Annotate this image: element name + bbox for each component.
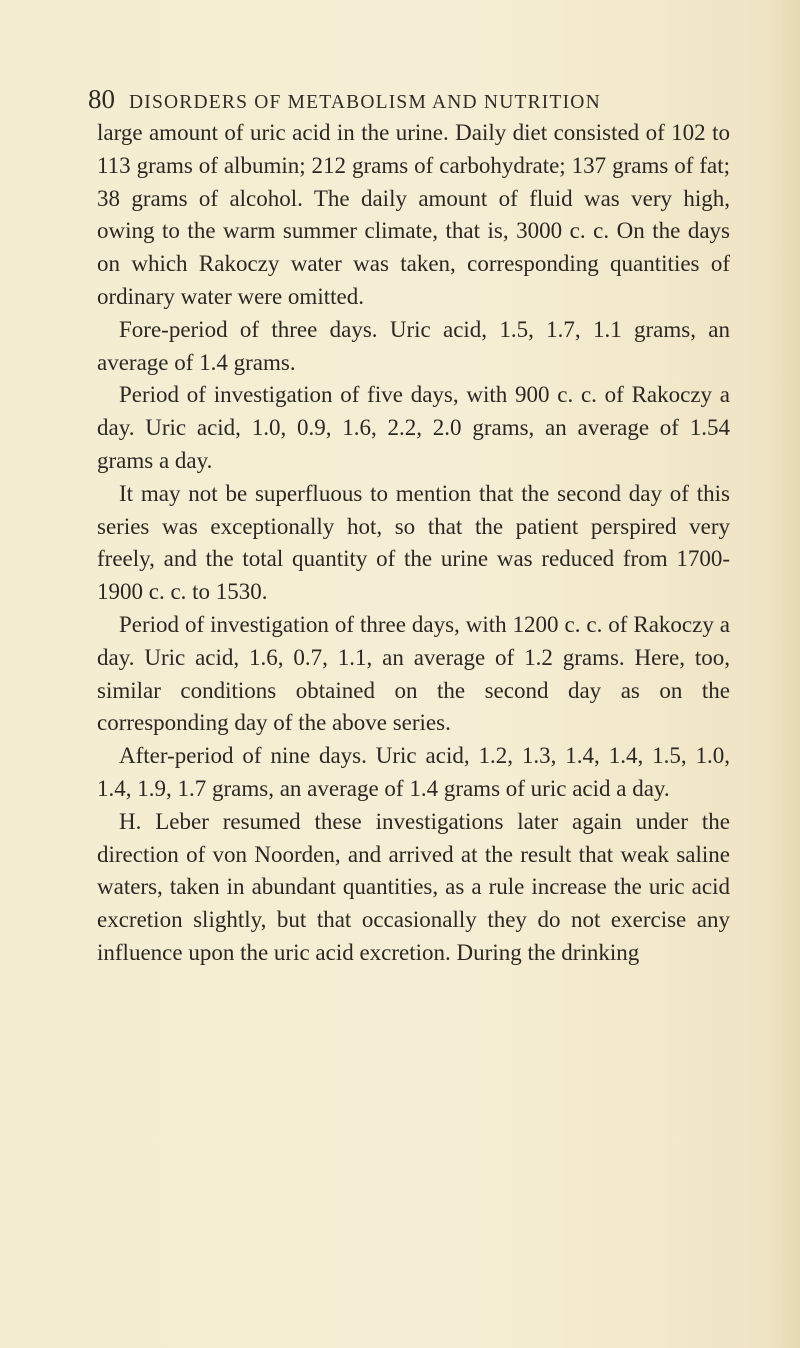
page-number: 80 xyxy=(88,84,115,114)
paragraph-investigation-three-days: Period of investigation of three days, with 1200 c. c. of Rakoczy a day. Uric acid, 1.6, 0.7, 1.1, an average of 1.2 grams. Here, too, similar conditions obtained on the second day as on the corresponding day of the above series. xyxy=(97,611,730,736)
paragraph-hot-day-note: It may not be superfluous to mention that the second day of this series was exceptionally hot, so that the patient perspired very freely, and the total quantity of the urine was reduced from 1700-1900 c. c. to 1530. xyxy=(97,480,730,605)
paragraph-investigation-five-days: Period of investigation of five days, with 900 c. c. of Rakoczy a day. Uric acid, 1.0, 0.9, 1.6, 2.2, 2.0 grams, an average of 1.54 grams a day. xyxy=(97,382,730,473)
paragraph-leber: H. Leber resumed these investigations later again under the direction of von Noorden, and arrived at the result that weak saline waters, taken in abundant quantities, as a rule increase the uric acid excretion slightly, but that occasionally they do not exercise any influence upon the uric acid excretion. During the drinking xyxy=(97,808,730,965)
paragraph-fore-period: Fore-period of three days. Uric acid, 1.5, 1.7, 1.1 grams, an average of 1.4 grams. xyxy=(97,316,730,375)
paragraph-diet: large amount of uric acid in the urine. Daily diet consisted of 102 to 113 grams of albumin; 212 grams of carbohydrate; 137 grams of fat; 38 grams of alcohol. The daily amount of fluid was very high, owing to the warm summer climate, that is, 3000 c. c. On the days on which Rakoczy water was taken, corresponding quantities of ordinary water were omitted. xyxy=(97,120,730,309)
page-header xyxy=(88,84,728,120)
paragraph-after-period: After-period of nine days. Uric acid, 1.2, 1.3, 1.4, 1.4, 1.5, 1.0, 1.4, 1.9, 1.7 grams, an average of 1.4 grams of uric acid a day. xyxy=(97,743,730,801)
running-head: DISORDERS OF METABOLISM AND NUTRITION xyxy=(129,92,601,113)
body-text xyxy=(97,117,730,970)
